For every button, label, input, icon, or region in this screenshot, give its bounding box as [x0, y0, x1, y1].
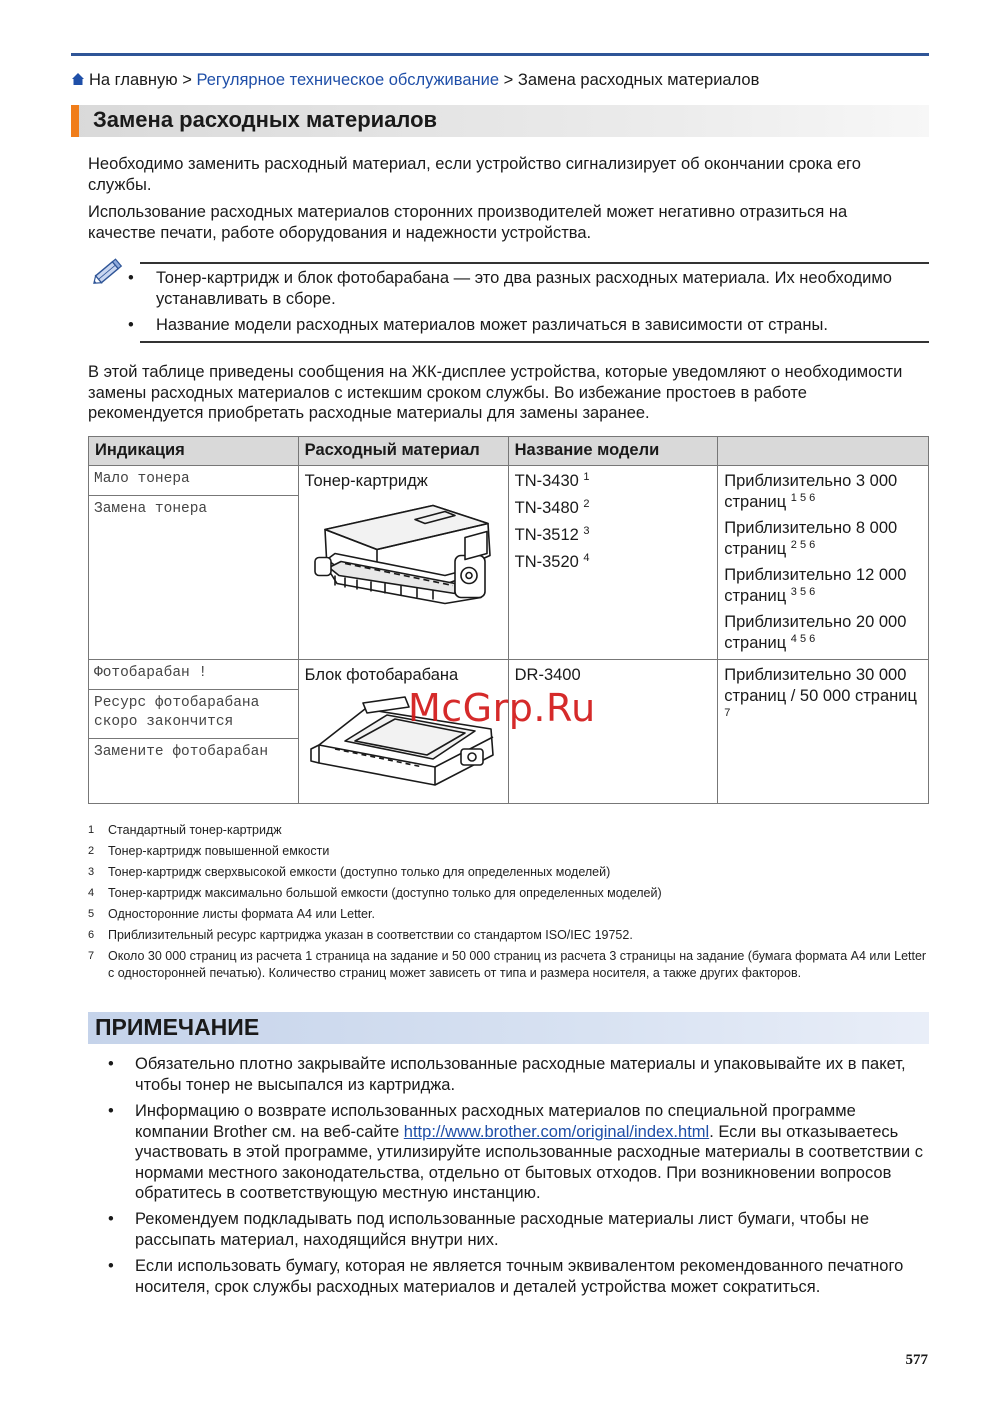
yield-entry: [724, 565, 922, 607]
lcd-message: Ресурс фотобарабана скоро закончится: [89, 690, 298, 739]
drum-yield-cell: [718, 660, 929, 804]
supply-name: Тонер-картридж: [304, 472, 428, 490]
brother-url-link[interactable]: http://www.brother.com/original/index.html: [403, 1122, 710, 1141]
notice-text-part: . Если вы отказываетесь участвовать в этой программе, утилизируйте использованные расходные материалы в соответствии с нормами местного законодательства, отдельно от бытовых отходов. При возникновении вопросов обратитесь в соответствующую местную инстанцию.: [135, 1122, 923, 1202]
bullet-glyph: •: [128, 269, 134, 287]
yield-unit: страниц: [724, 493, 787, 511]
footnote-number: 6: [88, 929, 95, 941]
lcd-message: Замена тонера: [94, 501, 208, 517]
footnote-text: Около 30 000 страниц из расчета 1 страница на задание и 50 000 страниц из расчета 3 страницы на задание (бумага формата A4 или Letter с односторонней печатью). Количество страниц может зависеть от типа и размера носителя, а также других факторов.: [108, 949, 927, 980]
notice-item-text: [135, 1101, 925, 1204]
footnote-number: 2: [88, 845, 95, 857]
notice-title: ПРИМЕЧАНИЕ: [95, 1014, 260, 1040]
breadcrumb: [71, 71, 759, 90]
bullet-glyph: •: [128, 316, 134, 334]
notice-item: [108, 1209, 928, 1251]
footnote-ref: 1 5 6: [790, 492, 816, 504]
model-entry: [515, 525, 712, 545]
yield-unit: страниц: [724, 540, 787, 558]
notice-item-text: Рекомендуем подкладывать под использованные расходные материалы лист бумаги, чтобы не рассыпать материал, находящийся внутри них.: [135, 1210, 870, 1249]
note-rule-bottom: [140, 341, 929, 343]
drum-model-cell: [508, 660, 718, 804]
bullet-glyph: •: [108, 1257, 114, 1275]
breadcrumb-home[interactable]: На главную: [89, 71, 178, 89]
lcd-message: Замените фотобарабан: [94, 744, 269, 760]
footnote: [88, 885, 928, 902]
footnote: [88, 843, 928, 860]
page-number: 577: [905, 1352, 928, 1368]
supply-name: Блок фотобарабана: [304, 666, 459, 684]
lcd-message: Фотобарабан !: [89, 660, 298, 690]
drum-messages-cell: [89, 660, 299, 804]
model-entry: [515, 471, 712, 491]
footnote: [88, 822, 928, 839]
model-entry: [515, 498, 712, 518]
bullet-glyph: •: [108, 1210, 114, 1228]
breadcrumb-current: Замена расходных материалов: [517, 71, 760, 89]
header-model: Название модели: [508, 437, 718, 466]
footnote-number: 7: [88, 950, 95, 962]
footnote: [88, 864, 928, 881]
header-supply: Расходный материал: [298, 437, 508, 466]
yield-value: Приблизительно 3 000: [724, 472, 898, 490]
note-rule-top: [140, 262, 929, 264]
yield-unit: страниц: [724, 587, 787, 605]
footnote-text: Тонер-картридж повышенной емкости: [108, 844, 330, 858]
footnote-number: 3: [88, 866, 95, 878]
breadcrumb-separator: >: [182, 71, 192, 89]
footnote-text: Тонер-картридж максимально большой емкости (доступно только для определенных моделей): [108, 886, 662, 900]
footnote-number: 5: [88, 908, 95, 920]
yield-entry: [724, 471, 922, 513]
pencil-icon: [90, 256, 126, 288]
header-indication: Индикация: [89, 437, 299, 466]
footnote-ref: 2 5 6: [790, 539, 816, 551]
notice-item-text: Обязательно плотно закрывайте использованные расходные материалы и упаковывайте их в пакет, чтобы тонер не высыпался из картриджа.: [135, 1055, 906, 1094]
footnote-text: Тонер-картридж сверхвысокой емкости (доступно только для определенных моделей): [108, 865, 611, 879]
intro-paragraph-2: Использование расходных материалов сторонних производителей может негативно отразиться на качестве печати, работе оборудования и надежности устройства.: [88, 203, 848, 242]
table-row-toner: [89, 466, 929, 660]
footnote-text: Односторонние листы формата A4 или Letter.: [108, 907, 375, 921]
breadcrumb-link[interactable]: Регулярное техническое обслуживание: [196, 71, 500, 89]
table-row-drum: [89, 660, 929, 804]
toner-messages-cell: [89, 466, 299, 660]
footnote-text: Приблизительный ресурс картриджа указан в соответствии со стандартом ISO/IEC 19752.: [108, 928, 633, 942]
table-intro: В этой таблице приведены сообщения на ЖК-дисплее устройства, которые уведомляют о необходимости замены расходных материалов с истекшим сроком службы. Во избежание простоев в работе рекомендуется приобретать расходные материалы для замены заранее.: [88, 363, 903, 422]
footnote-ref: 7: [724, 707, 731, 719]
note-item-text: Название модели расходных материалов может различаться в зависимости от страны.: [156, 316, 828, 334]
footnote: [88, 948, 928, 982]
footnote-number: 4: [88, 887, 95, 899]
yield-unit: страниц: [724, 634, 787, 652]
yield-unit: страниц / 50 000 страниц: [724, 687, 917, 705]
yield-entry: [724, 612, 922, 654]
footnote-number: 1: [88, 824, 95, 836]
notice-item-text: Если использовать бумагу, которая не является точным эквивалентом рекомендованного печатного носителя, срок службы расходных материалов и деталей устройства может сократиться.: [135, 1257, 904, 1296]
yield-value: Приблизительно 30 000: [724, 666, 907, 684]
page-title: Замена расходных материалов: [93, 107, 438, 132]
model-name: TN-3512: [514, 526, 579, 544]
notice-item: [108, 1101, 928, 1205]
intro-paragraph-1: Необходимо заменить расходный материал, если устройство сигнализирует об окончании срока его службы.: [88, 155, 861, 194]
note-item: [128, 268, 918, 313]
home-icon[interactable]: [71, 72, 85, 86]
toner-cartridge-image: [305, 495, 495, 610]
notice-text-part: Информацию о возврате использованных расходных материалов по специальной программе компании Brother см. на веб-сайте: [135, 1102, 856, 1141]
table-header-row: [89, 437, 929, 466]
note-item-text: Тонер-картридж и блок фотобарабана — это два разных расходных материала. Их необходимо устанавливать в сборе.: [156, 269, 892, 308]
model-name: DR-3400: [514, 666, 581, 684]
footnote-ref: 3 5 6: [790, 586, 816, 598]
lcd-message: Мало тонера: [89, 466, 298, 496]
toner-supply-cell: [298, 466, 508, 660]
notice-item: [108, 1054, 928, 1096]
toner-models-cell: [508, 466, 718, 660]
top-rule: [71, 53, 929, 56]
footnote-ref: 4: [583, 552, 590, 564]
footnote-text: Стандартный тонер-картридж: [108, 823, 282, 837]
footnote: [88, 927, 928, 944]
yield-entry: [724, 518, 922, 560]
yield-value: Приблизительно 12 000: [724, 566, 907, 584]
note-item: [128, 315, 918, 337]
heading-accent: [71, 105, 79, 137]
model-name: TN-3480: [514, 499, 579, 517]
model-entry: [515, 552, 712, 572]
supplies-table: [88, 436, 929, 804]
bullet-glyph: •: [108, 1055, 114, 1073]
yield-value: Приблизительно 8 000: [724, 519, 898, 537]
footnote: [88, 906, 928, 923]
footnote-ref: 1: [583, 471, 590, 483]
bullet-glyph: •: [108, 1102, 114, 1120]
watermark: McGrp.Ru: [408, 686, 596, 730]
model-name: TN-3520: [514, 553, 579, 571]
footnote-ref: 3: [583, 525, 590, 537]
footnote-ref: 4 5 6: [790, 633, 816, 645]
toner-yield-cell: [718, 466, 929, 660]
footnote-ref: 2: [583, 498, 590, 510]
breadcrumb-separator: >: [503, 71, 514, 89]
model-name: TN-3430: [514, 472, 579, 490]
drum-supply-cell: [298, 660, 508, 804]
notice-item: [108, 1256, 928, 1298]
header-yield: [718, 437, 929, 466]
yield-value: Приблизительно 20 000: [724, 613, 907, 631]
